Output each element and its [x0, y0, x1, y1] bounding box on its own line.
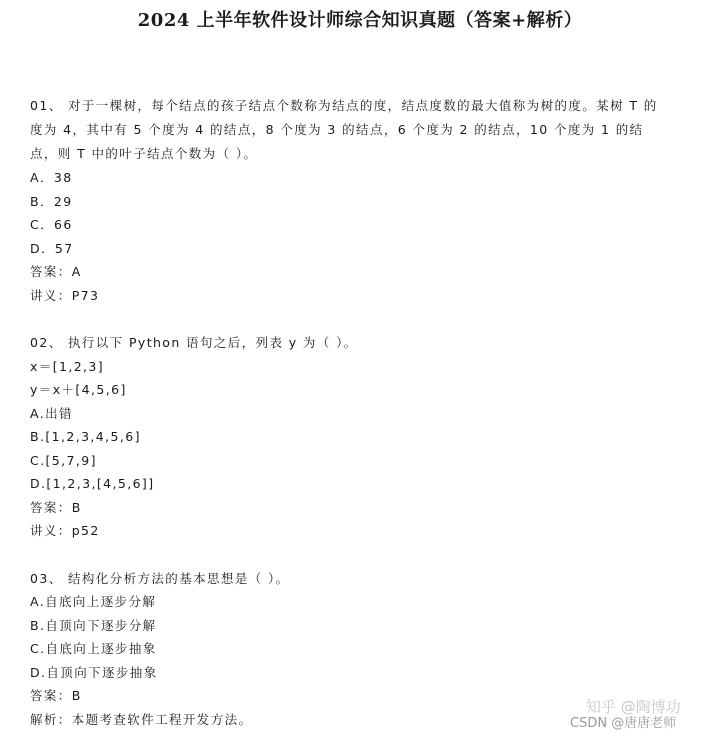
code-line: y＝x＋[4,5,6]: [30, 382, 127, 397]
explanation: 解析：本题考查软件工程开发方法。: [30, 711, 253, 727]
option-d: D.[1,2,3,[4,5,6]]: [30, 476, 155, 491]
zhihu-watermark: 知乎 @陶博功: [586, 698, 681, 716]
question-3: [30, 567, 670, 732]
option-c: C．66: [30, 217, 73, 232]
question-list: [30, 94, 670, 731]
question-2: [30, 331, 670, 543]
page-title: 2024 上半年软件设计师综合知识真题（答案+解析）: [137, 10, 583, 31]
option-b: B.[1,2,3,4,5,6]: [30, 429, 141, 444]
question-stem: 02、 执行以下 Python 语句之后，列表 y 为（ ）。: [30, 335, 358, 350]
lecture-note: 讲义：P73: [30, 287, 100, 303]
answer: 答案：B: [30, 499, 82, 515]
csdn-watermark: CSDN @唐唐老师: [570, 716, 677, 731]
option-d: D．57: [30, 240, 74, 256]
answer: 答案：B: [30, 688, 82, 703]
question-stem: 03、 结构化分析方法的基本思想是（ ）。: [30, 570, 290, 586]
option-b: B．29: [30, 193, 73, 209]
option-a: A.自底向上逐步分解: [30, 594, 157, 609]
code-line: x＝[1,2,3]: [30, 358, 105, 374]
option-c: C.自底向上逐步抽象: [30, 641, 157, 656]
option-a: A.出错: [30, 405, 73, 421]
option-a: A．38: [30, 170, 73, 185]
question-1: [30, 94, 670, 307]
option-b: B.自顶向下逐步分解: [30, 617, 157, 633]
lecture-note: 讲义：p52: [30, 523, 100, 538]
option-c: C.[5,7,9]: [30, 452, 97, 468]
question-stem: 01、 对于一棵树，每个结点的孩子结点个数称为结点的度，结点度数的最大值称为树的度。某树 T 的度为 4，其中有 5 个度为 4 的结点，8 个度为 3 的结点，6 个度为 2 的结点，10 个度为 1 的结点，则 T 中的叶子结点个数为（ ）。: [30, 98, 658, 161]
answer: 答案：A: [30, 264, 82, 279]
option-d: D.自顶向下逐步抽象: [30, 664, 158, 680]
